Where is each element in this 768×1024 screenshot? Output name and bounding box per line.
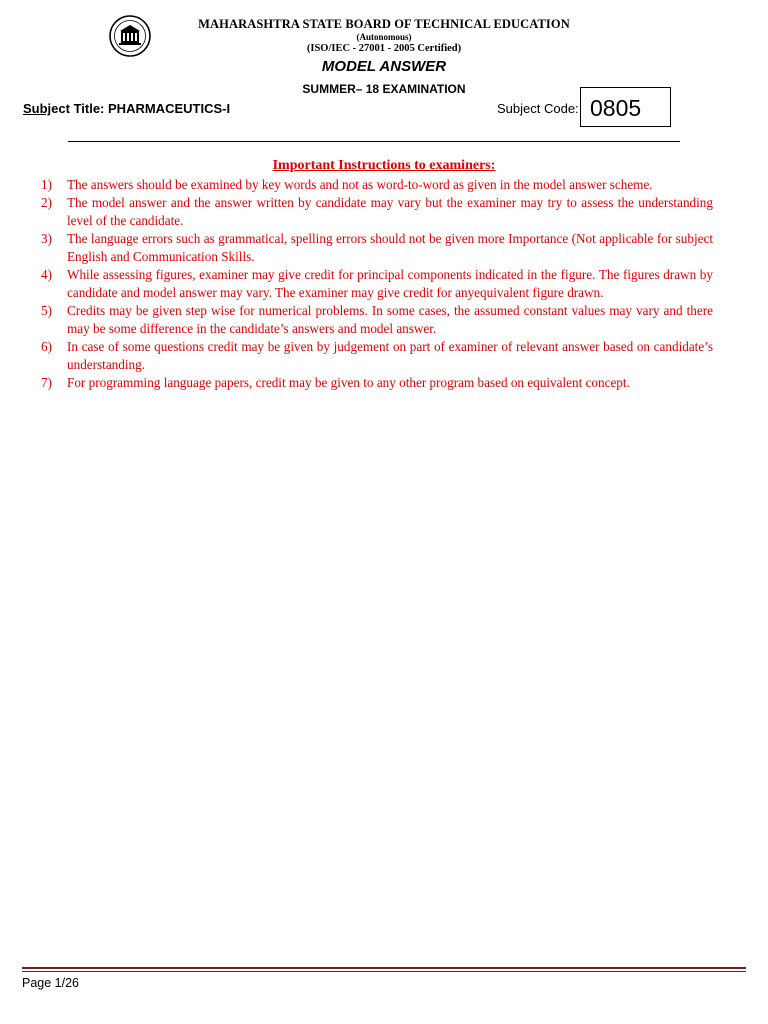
list-item-text: While assessing figures, examiner may give credit for principal components indicated in the figure. The figures drawn by candidate and model answer may vary. The examiner may give credit for anyequivalent figure drawn. — [67, 267, 713, 300]
page-number: Page 1/26 — [22, 976, 79, 990]
list-item — [41, 230, 713, 266]
list-item — [41, 374, 713, 392]
list-item-number: 3) — [41, 231, 52, 246]
list-item-number: 4) — [41, 267, 52, 282]
list-item-text: For programming language papers, credit may be given to any other program based on equivalent concept. — [67, 375, 630, 390]
instructions-heading: Important Instructions to examiners: — [272, 158, 496, 173]
subject-code-box: 0805 — [580, 87, 671, 127]
list-item-number: 2) — [41, 195, 52, 210]
list-item — [41, 266, 713, 302]
board-name: MAHARASHTRA STATE BOARD OF TECHNICAL EDUCATION — [198, 17, 570, 31]
list-item-text: The answers should be examined by key words and not as word-to-word as given in the model answer scheme. — [67, 177, 653, 192]
list-item-number: 1) — [41, 177, 52, 192]
list-item — [41, 338, 713, 374]
header-rule — [68, 141, 680, 142]
instructions-list — [41, 176, 713, 392]
footer-rule — [22, 967, 746, 969]
autonomous-label: (Autonomous) — [356, 32, 412, 42]
list-item-text: The model answer and the answer written by candidate may vary but the examiner may try to assess the understanding level of the candidate. — [67, 195, 713, 228]
document-title: MODEL ANSWER — [321, 58, 447, 75]
list-item-text: Credits may be given step wise for numerical problems. In some cases, the assumed constant values may vary and there may be some difference in the candidate’s answers and model answer. — [67, 303, 713, 336]
subject-title-label: ect Title: — [51, 101, 105, 116]
footer-rule-thin — [22, 971, 746, 972]
exam-name: SUMMER– 18 EXAMINATION — [302, 82, 466, 96]
list-item-number: 7) — [41, 375, 52, 390]
certification-label: (ISO/IEC - 27001 - 2005 Certified) — [306, 43, 462, 54]
list-item — [41, 302, 713, 338]
list-item-number: 5) — [41, 303, 52, 318]
subject-title — [23, 101, 230, 116]
list-item-number: 6) — [41, 339, 52, 354]
list-item — [41, 194, 713, 230]
subject-title-label-underlined: Subj — [23, 101, 52, 116]
list-item-text: The language errors such as grammatical, spelling errors should not be given more Importance (Not applicable for subject English and Communication Skills. — [67, 231, 713, 264]
list-item-text: In case of some questions credit may be given by judgement on part of examiner of relevant answer based on candidate’s understanding. — [67, 339, 713, 372]
list-item — [41, 176, 713, 194]
subject-title-value: PHARMACEUTICS-I — [108, 101, 231, 116]
subject-code-label: Subject Code: — [497, 101, 579, 116]
